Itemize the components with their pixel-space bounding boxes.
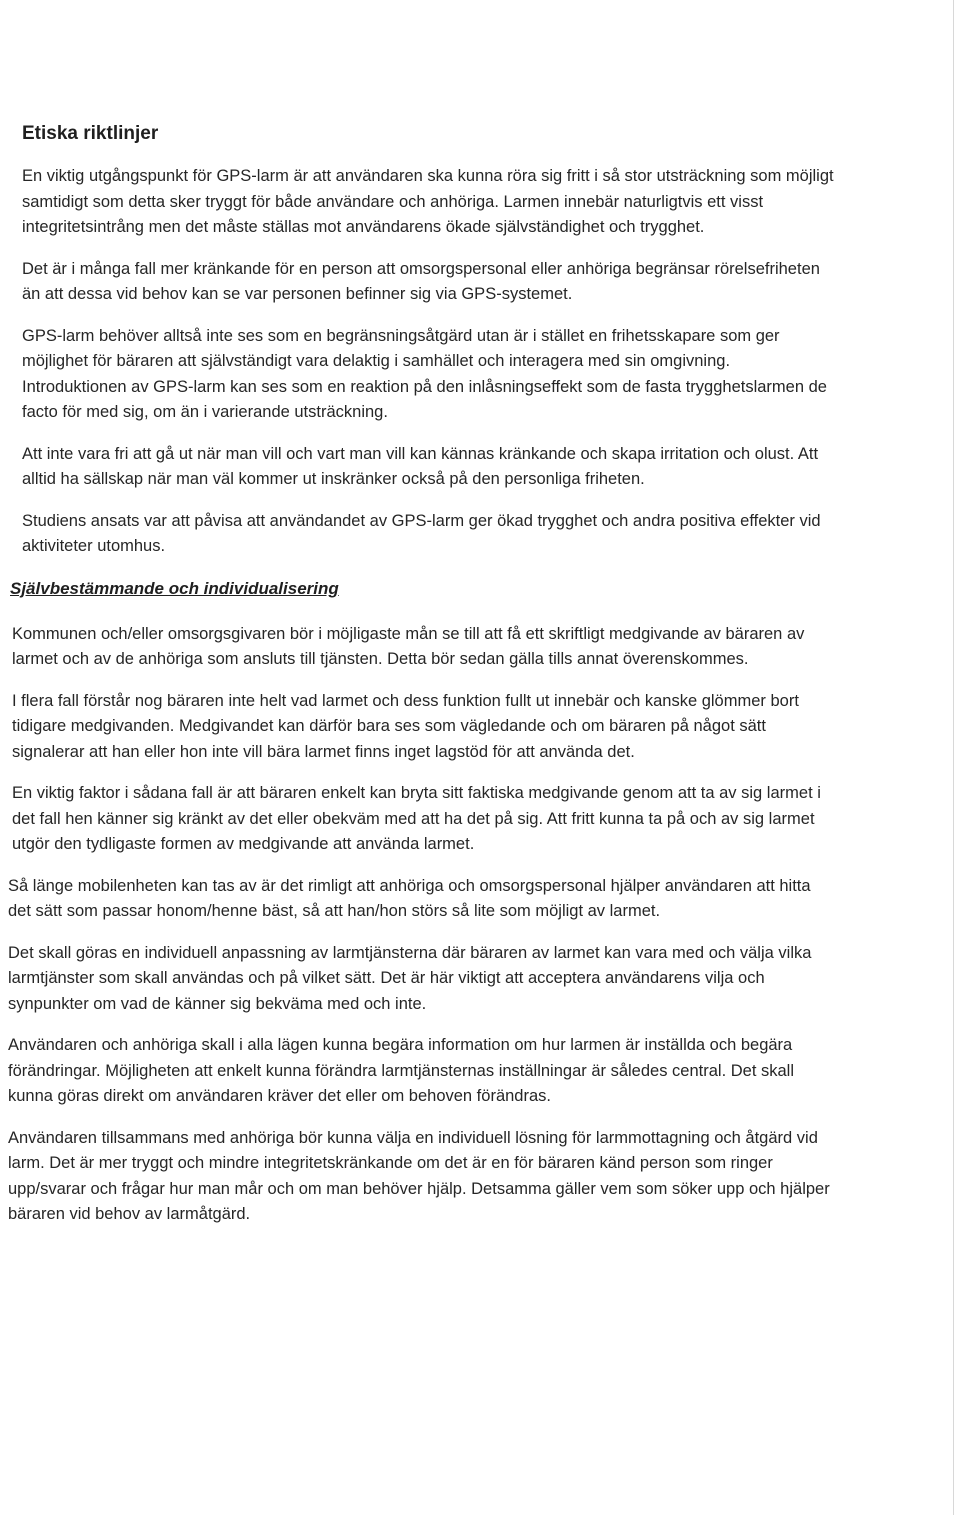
paragraph: Användaren tillsammans med anhöriga bör kunna välja en individuell lösning för larmmottagning och åtgärd vid larm. Det är mer tryggt och mindre integritetskränkande om det är en för bäraren känd person som ringer upp/svarar och frågar hur man mår och om man behöver hjälp. Detsamma gäller vem som söker upp och hjälper bäraren vid behov av larmåtgärd.: [8, 1128, 830, 1223]
paragraph: Att inte vara fri att gå ut när man vill och vart man vill kan kännas kränkande och skapa irritation och olust. Att alltid ha sällskap när man väl kommer ut inskränker också på den personliga friheten.: [22, 444, 819, 488]
paragraph: Användaren och anhöriga skall i alla lägen kunna begära information om hur larmen är inställda och begära förändringar. Möjligheten att enkelt kunna förändra larmtjänsternas inställningar är således central. Det skall kunna göras direkt om användaren kräver det eller om behoven förändras.: [8, 1036, 795, 1105]
paragraph: Så länge mobilenheten kan tas av är det rimligt att anhöriga och omsorgspersonal hjälper användaren att hitta det sätt som passar honom/henne bäst, så att han/hon störs så lite som möjligt av larmet.: [8, 876, 811, 920]
paragraph: GPS-larm behöver alltså inte ses som en begränsningsåtgärd utan är i stället en frihetsskapare som ger möjlighet för bäraren att självständigt vara delaktig i samhället och interagera med sin omgivning. Introduktionen av GPS-larm kan ses som en reaktion på den inlåsningseffekt som de fasta trygghetslarmen de facto för med sig, om än i varierande utsträckning.: [22, 326, 827, 421]
paragraph: Det är i många fall mer kränkande för en person att omsorgspersonal eller anhöriga begränsar rörelsefriheten än att dessa vid behov kan se var personen befinner sig via GPS-systemet.: [22, 259, 820, 303]
paragraph: En viktig utgångspunkt för GPS-larm är att användaren ska kunna röra sig fritt i så stor utsträckning som möjligt samtidigt som detta sker tryggt för både användare och anhöriga. Larmen innebär naturligtvis ett visst integritetsintrång men det måste ställas mot användarens ökade självständighet och trygghet.: [22, 167, 834, 236]
paragraph: Det skall göras en individuell anpassning av larmtjänsterna där bäraren av larmet kan vara med och välja vilka larmtjänster som skall användas och på vilket sätt. Det är här viktigt att acceptera användarens vilja och synpunkter om vad de känner sig bekväma med och inte.: [8, 943, 812, 1013]
page-edge-line: [953, 0, 954, 1515]
paragraph: Kommunen och/eller omsorgsgivaren bör i möjligaste mån se till att få ett skriftligt medgivande av bäraren av larmet och av de anhöriga som ansluts till tjänsten. Detta bör sedan gälla tills annat överenskommes.: [12, 624, 805, 668]
section-heading-etiska-riktlinjer: Etiska riktlinjer: [22, 123, 159, 144]
paragraph: I flera fall förstår nog bäraren inte helt vad larmet och dess funktion fullt ut innebär och kanske glömmer bort tidigare medgivanden. Medgivandet kan därför bara ses som vägledande och om bäraren på något sätt signalerar att han eller hon inte vill bära larmet finns inget lagstöd för att använda det.: [12, 691, 799, 761]
paragraph: Studiens ansats var att påvisa att användandet av GPS-larm ger ökad trygghet och andra positiva effekter vid aktiviteter utomhus.: [22, 511, 821, 555]
document-body: [8, 120, 836, 1244]
paragraph: En viktig faktor i sådana fall är att bäraren enkelt kan bryta sitt faktiska medgivande genom att ta av sig larmet i det fall hen känner sig kränkt av det eller obekväm med att ha det på sig. Att fritt kunna ta på och av sig larmet utgör den tydligaste formen av medgivande att använda larmet.: [12, 784, 821, 853]
section-heading-sjalvbestammande: Självbestämmande och individualisering: [10, 578, 339, 598]
